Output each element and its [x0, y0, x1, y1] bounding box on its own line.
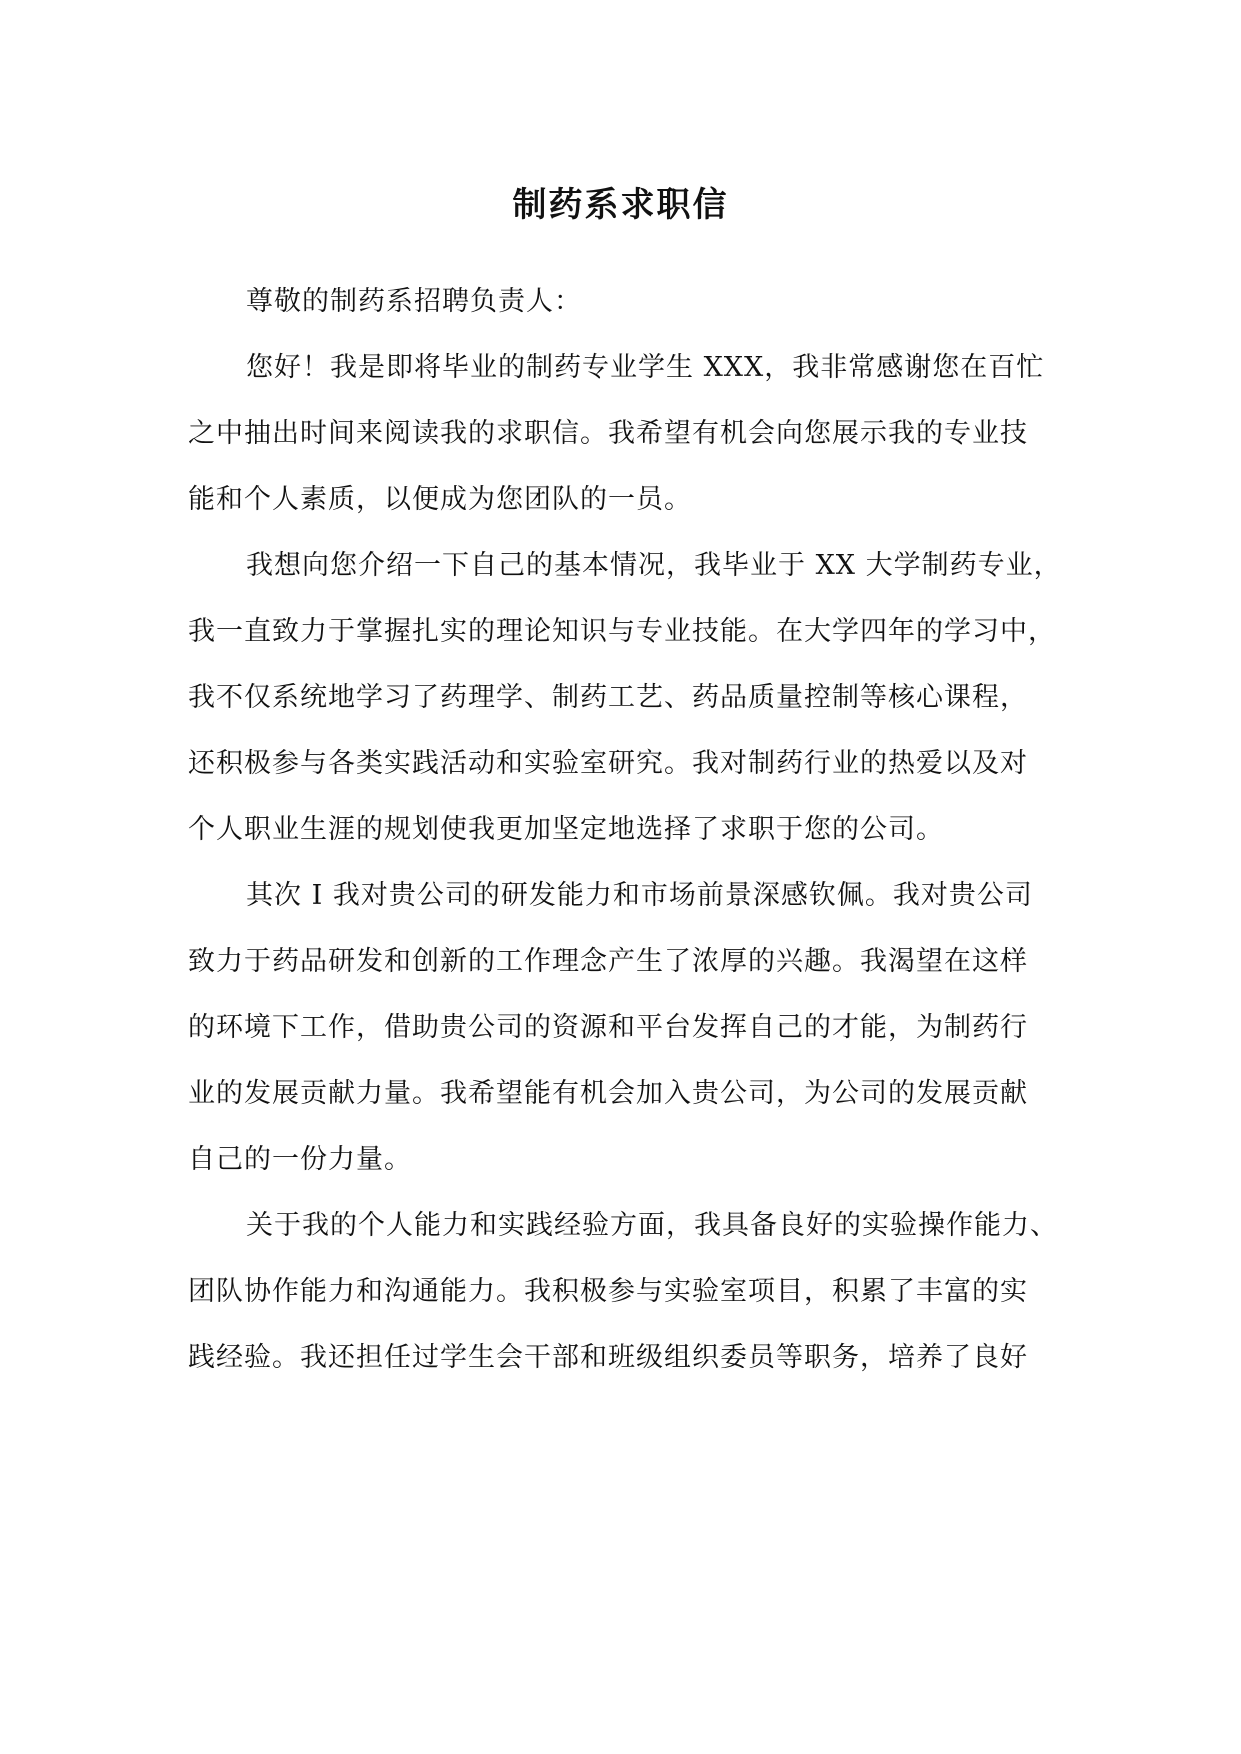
paragraph-4-line-2: 团队协作能力和沟通能力。我积极参与实验室项目，积累了丰富的实: [188, 1276, 1028, 1307]
paragraph-4-line-3: 践经验。我还担任过学生会干部和班级组织委员等职务，培养了良好: [188, 1342, 1028, 1373]
paragraph-2-line-2: 我一直致力于掌握扎实的理论知识与专业技能。在大学四年的学习中，: [188, 616, 1056, 647]
paragraph-1-line-2: 之中抽出时间来阅读我的求职信。我希望有机会向您展示我的专业技: [188, 418, 1028, 449]
paragraph-2-line-1: 我想向您介绍一下自己的基本情况，我毕业于 XX 大学制药专业，: [246, 550, 1062, 581]
paragraph-4-line-1: 关于我的个人能力和实践经验方面，我具备良好的实验操作能力、: [246, 1210, 1058, 1241]
paragraph-3-line-4: 业的发展贡献力量。我希望能有机会加入贵公司，为公司的发展贡献: [188, 1078, 1028, 1109]
paragraph-1-line-1: 您好！我是即将毕业的制药专业学生 XXX，我非常感谢您在百忙: [246, 352, 1045, 383]
paragraph-2-line-5: 个人职业生涯的规划使我更加坚定地选择了求职于您的公司。: [188, 814, 944, 845]
paragraph-1-line-3: 能和个人素质，以便成为您团队的一员。: [188, 484, 692, 515]
paragraph-2-line-4: 还积极参与各类实践活动和实验室研究。我对制药行业的热爱以及对: [188, 748, 1028, 779]
paragraph-2-line-3: 我不仅系统地学习了药理学、制药工艺、药品质量控制等核心课程，: [188, 682, 1028, 713]
paragraph-3-line-2: 致力于药品研发和创新的工作理念产生了浓厚的兴趣。我渴望在这样: [188, 946, 1028, 977]
paragraph-3-line-1: 其次 I 我对贵公司的研发能力和市场前景深感钦佩。我对贵公司: [246, 880, 1033, 911]
document-title: 制药系求职信: [512, 185, 729, 225]
paragraph-3-line-3: 的环境下工作，借助贵公司的资源和平台发挥自己的才能，为制药行: [188, 1012, 1028, 1043]
salutation-line: 尊敬的制药系招聘负责人：: [246, 286, 582, 317]
paragraph-3-line-5: 自己的一份力量。: [188, 1144, 412, 1175]
